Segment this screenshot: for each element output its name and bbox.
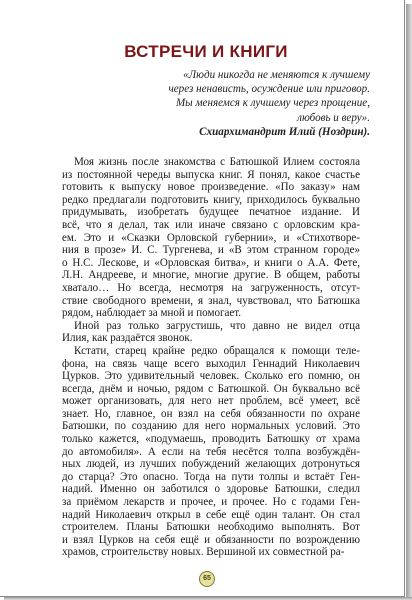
text-line: надий Николаевич открыл в себе ещё один талант. Он стал: [62, 508, 360, 521]
text-line: ных людей, из лучших побуждений желающих дотронуться: [62, 458, 360, 471]
text-line: строителем. Планы Батюшки необходимо выполнять. Вот: [62, 521, 360, 534]
text-line: ствие свободного времени, я знал, чувствовал, что Батюшка: [62, 294, 360, 307]
chapter-title: ВСТРЕЧИ И КНИГИ: [124, 42, 288, 61]
paragraph: [62, 345, 360, 559]
text-line: Кстати, старец крайне редко обращался к помощи теле-: [74, 344, 360, 357]
text-line: придумывать, изобретать будущее печатное издание. И: [62, 206, 360, 219]
text-line: фона, на связь чаще всего выходил Геннадий Николаевич: [62, 357, 360, 370]
paragraph: [62, 320, 360, 345]
page-number: 65: [199, 571, 215, 587]
text-line: надий. Именно он заботился о здоровье Батюшки, следил: [62, 483, 360, 496]
text-line: из постоянной череды выпуска книг. Я понял, какое счастье: [62, 168, 360, 181]
text-line: ем. Это и «Сказки Орловской губернии», и «Стихотворе-: [62, 231, 360, 244]
text-line: готовить к выпуску новое произведение. «По заказу» нам: [62, 181, 360, 194]
text-line: храмов, строительству новых. Вершиной их совместной ра-: [62, 546, 345, 559]
epigraph: [70, 68, 370, 139]
text-line: ния в прозе» И. С. Тургенева, и «В этом странном городе»: [62, 244, 360, 257]
text-line: Иной раз только загрустишь, что давно не видел отца: [74, 319, 360, 332]
text-line: рядом, наблюдает за мной и помогает.: [62, 307, 242, 320]
epigraph-author: Схиархимандрит Илий (Ноздрин).: [199, 125, 370, 138]
epigraph-line: любовь и веру».: [297, 111, 370, 124]
text-line: до автомобиля». А если на тебя несётся толпа возбуждён-: [62, 445, 360, 458]
text-line: редко предлагали подготовить книгу, приходилось буквально: [62, 193, 360, 206]
epigraph-line: «Люди никогда не меняются к лучшему: [183, 69, 370, 81]
text-line: всегда, днём и ночью, рядом с Батюшкой. Он буквально всё: [62, 382, 360, 395]
body-text: [62, 156, 360, 559]
epigraph-line: через ненависть, осуждение или приговор.: [168, 83, 370, 96]
text-line: Батюшки, по созданию для него нормальных условий. Это: [62, 420, 360, 433]
text-line: Моя жизнь после знакомства с Батюшкой Илием состояла: [74, 156, 360, 168]
text-line: знает. Но, главное, он взял на себя обязанности по охране: [62, 407, 360, 420]
text-line: всё, что я делал, так или иначе связано с орловским кра-: [62, 218, 360, 231]
text-line: за приёмом лекарств и прочее, и прочее. Но с годами Ген-: [62, 496, 360, 509]
text-line: и взял Цурков на себя ещё и обязанности по возрождению: [62, 533, 360, 546]
text-line: Цурков. Это удивительный человек. Сколько его помню, он: [62, 370, 360, 383]
text-line: Илия, как раздаётся звонок.: [62, 332, 193, 345]
text-line: до старца? Это опасно. Тогда на пути толпы и встаёт Ген-: [62, 470, 360, 483]
text-line: о Н.С. Лескове, и «Орловская битва», и книги о А.А. Фете,: [62, 256, 360, 269]
text-line: хватало… Но всегда, несмотря на загруженность, отсут-: [62, 281, 360, 294]
paragraph: [62, 156, 360, 320]
text-line: может организовать, для него нет проблем, всё умеет, всё: [62, 395, 360, 408]
text-line: Л.Н. Андрееве, и многие, многие другие. В общем, работы: [62, 269, 360, 282]
text-line: только кажется, «подумаешь, проводить Батюшку от храма: [62, 433, 360, 446]
page-shadow-right: [406, 4, 412, 600]
epigraph-line: Мы меняемся к лучшему через прощение,: [175, 97, 370, 110]
